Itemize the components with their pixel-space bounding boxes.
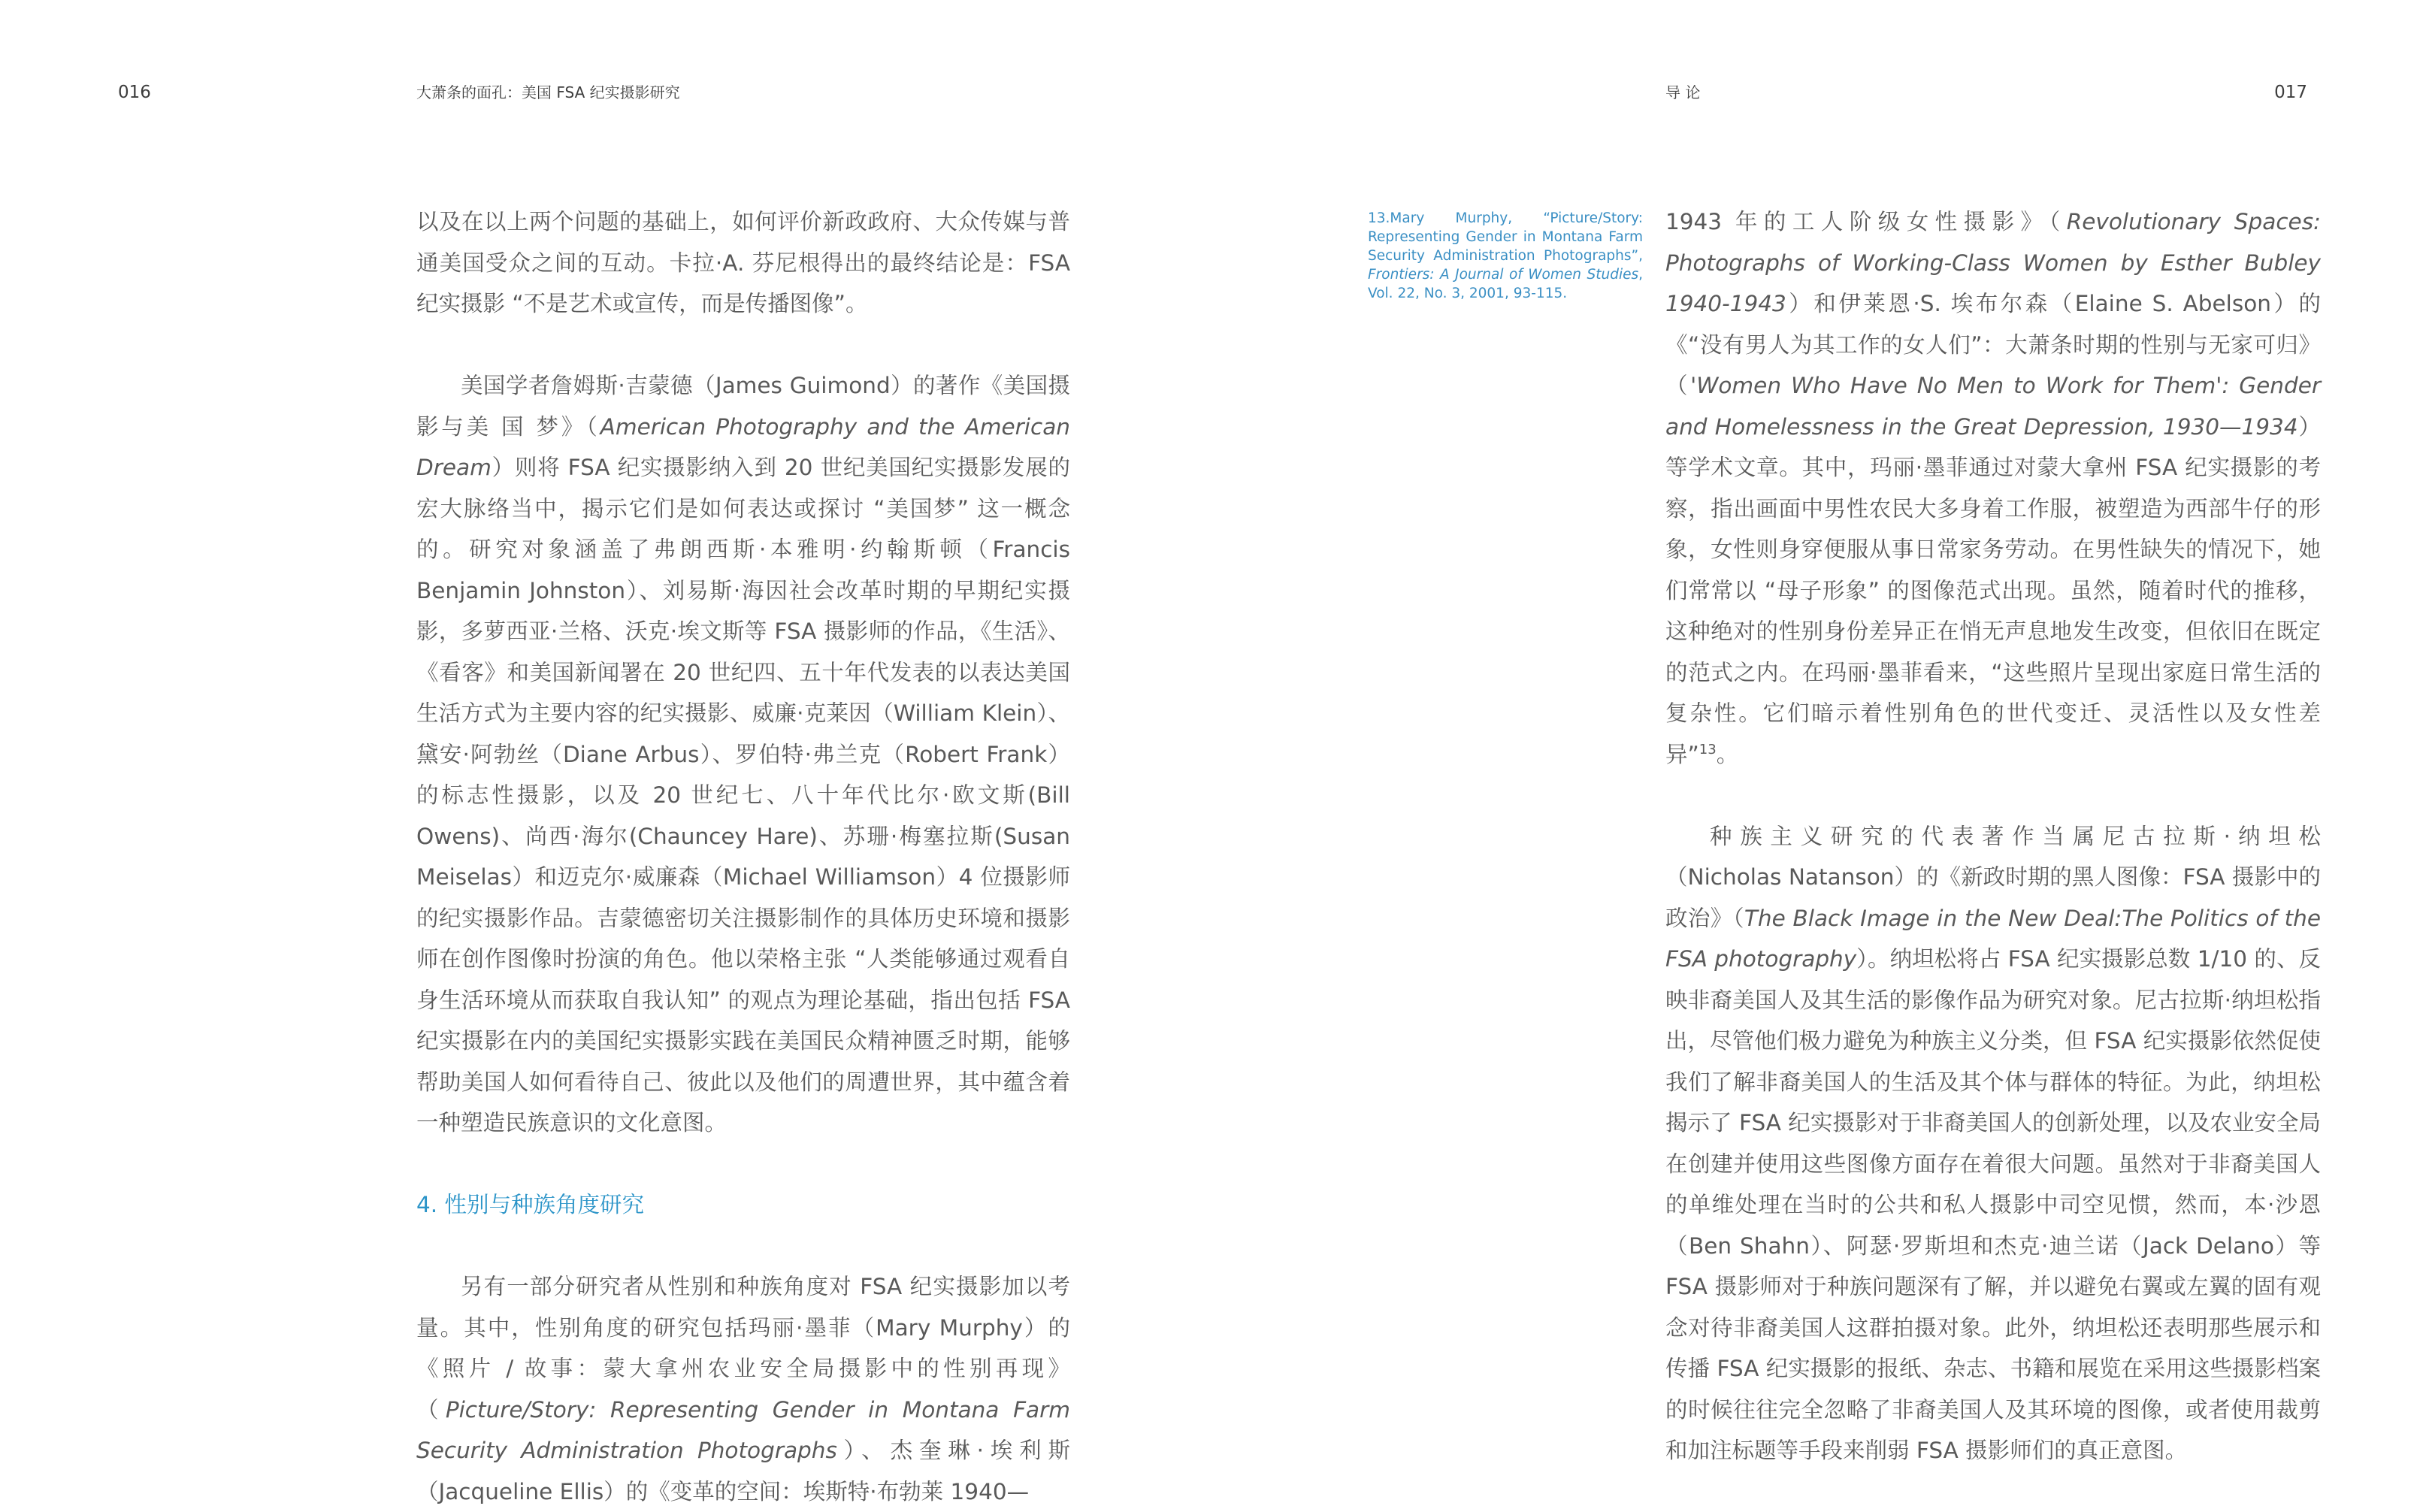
book-title-italic: Revolutionary Spaces: Photographs of Working-Class Women by Esther Bubley 1940-1943 bbox=[1665, 209, 2321, 316]
text-run: 另有一部分研究者从性别和种族角度对 FSA 纪实摄影加以考量。其中，性别角度的研究包括玛丽·墨菲（Mary Murphy）的《照片 / 故事：蒙大拿州农业安全局摄影中的性别再现》（ bbox=[416, 1274, 1070, 1423]
article-title-italic: Picture/Story: Representing Gender in Montana Farm Security Administration Photographs bbox=[416, 1396, 1070, 1463]
text-run: 美国学者詹姆斯·吉蒙德（James Guimond）的著作《美国摄影与美 国 梦》（ bbox=[416, 373, 1070, 440]
paragraph: 以及在以上两个问题的基础上，如何评价新政政府、大众传媒与普通美国受众之间的互动。卡拉·A. 芬尼根得出的最终结论是：FSA 纪实摄影 “不是艺术或宣传，而是传播图像”。 bbox=[416, 209, 1070, 316]
article-title-italic: 'Women Who Have No Men to Work for Them': Gender and Homelessness in the Great Depression, 1930—1934 bbox=[1665, 373, 2321, 440]
running-head-left: 大萧条的面孔：美国 FSA 纪实摄影研究 bbox=[416, 83, 680, 101]
paragraph bbox=[1665, 816, 2321, 1471]
footnote-13 bbox=[1368, 209, 1643, 303]
book-title-italic: American Photography and the American Dream bbox=[416, 413, 1070, 480]
body-column-left bbox=[416, 201, 1070, 1512]
footnote-ref[interactable]: 13 bbox=[1699, 741, 1717, 758]
footnote-text: 13.Mary Murphy, “Picture/Story: Representing Gender in Montana Farm Security Administration Photographs”, bbox=[1368, 210, 1643, 264]
text-run: ）。纳坦松将占 FSA 纪实摄影总数 1/10 的、反映非裔美国人及其生活的影像作品为研究对象。尼古拉斯·纳坦松指出，尽管他们极力避免为种族主义分类，但 FSA 纪实摄影依然促使我们了解非裔美国人的生活及其个体与群体的特征。为此，纳坦松揭示了 FSA 纪实摄影对于非裔美国人的创新处理，以及农业安全局在创建并使用这些图像方面存在着很大问题。虽然对于非裔美国人的单维处理在当时的公共和私人摄影中司空见惯，然而，本·沙恩（Ben Shahn）、阿瑟·罗斯坦和杰克·迪兰诺（Jack Delano）等 FSA 摄影师对于种族问题深有了解，并以避免右翼或左翼的固有观念对待非裔美国人这群拍摄对象。此外，纳坦松还表明那些展示和传播 FSA 纪实摄影的报纸、杂志、书籍和展览在采用这些摄影档案的时候往往完全忽略了非裔美国人及其环境的图像，或者使用裁剪和加注标题等手段来削弱 FSA 摄影师们的真正意图。 bbox=[1665, 946, 2321, 1463]
text-run: 种 族 主 义 研 究 的 代 表 著 作 当 属 尼 古 拉 斯 · 纳 坦 松（Nicholas Natanson）的《新政时期的黑人图像：FSA 摄影中的政治》（ bbox=[1665, 823, 2321, 931]
right-page bbox=[1213, 0, 2426, 1509]
paragraph bbox=[416, 365, 1070, 1144]
book-title-italic: The Black Image in the New Deal:The Politics of the FSA photography bbox=[1665, 905, 2321, 972]
body-column-right bbox=[1665, 201, 2321, 1471]
page-number-left: 016 bbox=[118, 83, 151, 102]
text-run: 。 bbox=[1716, 741, 1739, 767]
paragraph bbox=[1665, 201, 2321, 775]
running-head-right: 导 论 bbox=[1665, 83, 1701, 101]
text-run: ）等学术文章。其中，玛丽·墨菲通过对蒙大拿州 FSA 纪实摄影的考察，指出画面中男性农民大多身着工作服，被塑造为西部牛仔的形象，女性则身穿便服从事日常家务劳动。在男性缺失的情况下，她们常常以 “母子形象” 的图像范式出现。虽然，随着时代的推移，这种绝对的性别身份差异正在悄无声息地发生改变，但依旧在既定的范式之内。在玛丽·墨菲看来，“这些照片呈现出家庭日常生活的复杂性。它们暗示着性别角色的世代变迁、灵活性以及女性差异” bbox=[1665, 413, 2321, 767]
page-number-right: 017 bbox=[2274, 83, 2307, 102]
text-run: 1943 年的工人阶级女性摄影》（ bbox=[1665, 209, 2067, 234]
left-page bbox=[0, 0, 1213, 1509]
paragraph bbox=[416, 1266, 1070, 1512]
section-heading: 4. 性别与种族角度研究 bbox=[416, 1192, 645, 1217]
text-run: ）则将 FSA 纪实摄影纳入到 20 世纪美国纪实摄影发展的宏大脉络当中，揭示它们是如何表达或探讨 “美国梦” 这一概念的。研究对象涵盖了弗朗西斯·本雅明·约翰斯顿（Francis Benjamin Johnston）、刘易斯·海因社会改革时期的早期纪实摄影，多萝西亚·兰格、沃克·埃文斯等 FSA 摄影师的作品，《生活》、《看客》和美国新闻署在 20 世纪四、五十年代发表的以表达美国生活方式为主要内容的纪实摄影、威廉·克莱因（William Klein）、黛安·阿勃丝（Diane Arbus）、罗伯特·弗兰克（Robert Frank）的标志性摄影，以及 20 世纪七、八十年代比尔·欧文斯(Bill Owens)、尚西·海尔(Chauncey Hare)、苏珊·梅塞拉斯(Susan Meiselas）和迈克尔·威廉森（Michael Williamson）4 位摄影师的纪实摄影作品。吉蒙德密切关注摄影制作的具体历史环境和摄影师在创作图像时扮演的角色。他以荣格主张 “人类能够通过观看自身生活环境从而获取自我认知” 的观点为理论基础，指出包括 FSA 纪实摄影在内的美国纪实摄影实践在美国民众精神匮乏时期，能够帮助美国人如何看待自己、彼此以及他们的周遭世界，其中蕴含着一种塑造民族意识的文化意图。 bbox=[416, 455, 1070, 1136]
text-run: ）、杰奎琳·埃利斯（Jacqueline Ellis）的《变革的空间：埃斯特·布勃莱 1940— bbox=[416, 1438, 1070, 1504]
footnote-text: , Vol. 22, No. 3, 2001, 93-115. bbox=[1368, 267, 1643, 301]
footnote-journal-italic: Frontiers: A Journal of Women Studies bbox=[1368, 267, 1639, 283]
text-run: ）和伊莱恩·S. 埃布尔森（Elaine S. Abelson）的《“没有男人为其工作的女人们”：大萧条时期的性别与无家可归》（ bbox=[1665, 291, 2321, 398]
